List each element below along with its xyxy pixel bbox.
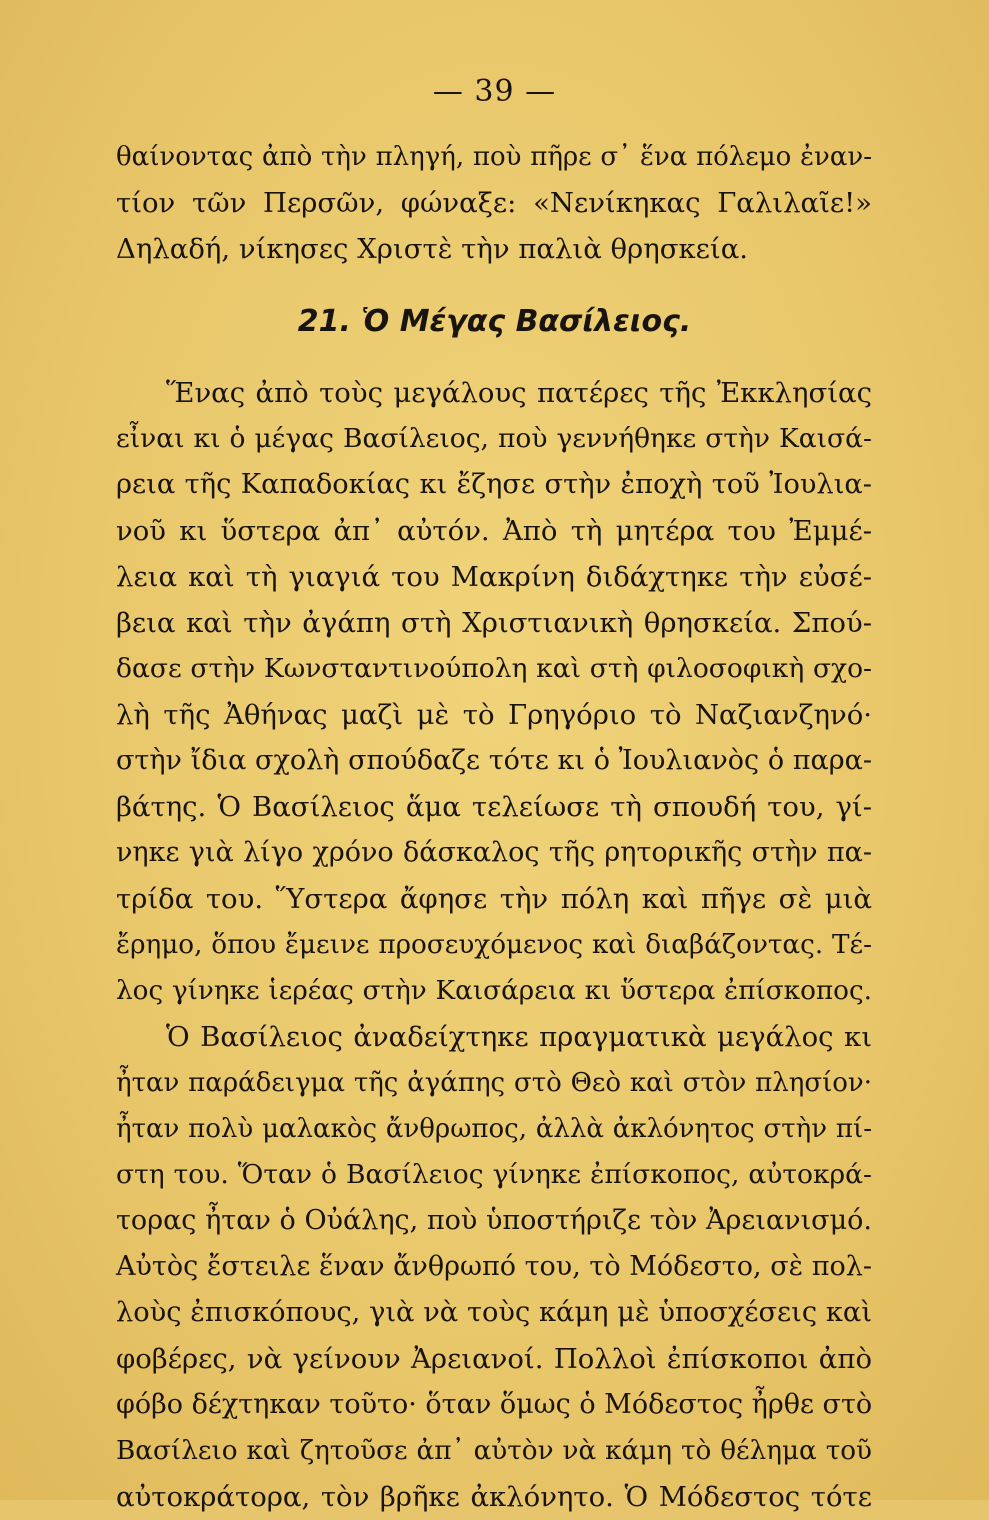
text-line: λος γίνηκε ἱερέας στὴν Καισάρεια κι ὕστερα ἐπίσκοπος. (116, 976, 872, 1006)
text-line: ἔρημο, ὅπου ἔμεινε προσευχόμενος καὶ διαβάζοντας. Τέ- (116, 930, 872, 960)
text-line: Ὁ Βασίλειος ἀναδείχτηκε πραγματικὰ μεγάλος κι (166, 1021, 872, 1053)
text-line: νοῦ κι ὕστερα ἀπ᾿ αὐτόν. Ἀπὸ τὴ μητέρα του Ἐμμέ- (116, 515, 872, 547)
text-line: τορας ἦταν ὁ Οὐάλης, ποὺ ὑποστήριζε τὸν Ἀρειανισμό. (116, 1205, 872, 1236)
text-line: νηκε γιὰ λίγο χρόνο δάσκαλος τῆς ρητορικῆς στὴν πα- (116, 837, 872, 868)
text-line: εἶναι κι ὁ μέγας Βασίλειος, ποὺ γεννήθηκε στὴν Καισά- (116, 423, 872, 454)
section-heading: 21. Ὁ Μέγας Βασίλειος. (297, 304, 692, 339)
text-line: βάτης. Ὁ Βασίλειος ἅμα τελείωσε τὴ σπουδή του, γί- (116, 791, 872, 823)
text-line: λεια καὶ τὴ γιαγιά του Μακρίνη διδάχτηκε τὴν εὐσέ- (116, 561, 872, 593)
text-line: φοβέρες, νὰ γείνουν Ἀρειανοί. Πολλοὶ ἐπίσκοποι ἀπὸ (116, 1343, 872, 1375)
text-line: Δηλαδή, νίκησες Χριστὲ τὴν παλιὰ θρησκεία. (116, 233, 749, 265)
intro-paragraph (116, 134, 872, 272)
text-line: λοὺς ἐπισκόπους, γιὰ νὰ τοὺς κάμη μὲ ὑποσχέσεις καὶ (116, 1297, 872, 1328)
text-line: τρίδα του. Ὕστερα ἄφησε τὴν πόλη καὶ πῆγε σὲ μιὰ (116, 883, 872, 915)
text-line: Βασίλειο καὶ ζητοῦσε ἀπ᾿ αὐτὸν νὰ κάμη τὸ θέλημα τοῦ (116, 1436, 872, 1466)
body-paragraphs (116, 370, 872, 1520)
text-line: ἦταν πολὺ μαλακὸς ἄνθρωπος, ἀλλὰ ἀκλόνητος στὴν πί- (116, 1114, 872, 1144)
text-line: αὐτοκράτορα, τὸν βρῆκε ἀκλόνητο. Ὁ Μόδεστος τότε (116, 1481, 872, 1513)
text-line: στὴν ἴδια σχολὴ σπούδαζε τότε κι ὁ Ἰουλιανὸς ὁ παρα- (116, 745, 872, 776)
text-line: λὴ τῆς Ἀθήνας μαζὶ μὲ τὸ Γρηγόριο τὸ Ναζιανζηνό· (116, 699, 872, 731)
text-line: Ἕνας ἀπὸ τοὺς μεγάλους πατέρες τῆς Ἐκκλησίας (166, 377, 872, 409)
text-line: ρεια τῆς Καπαδοκίας κι ἔζησε στὴν ἐποχὴ τοῦ Ἰουλια- (116, 469, 872, 500)
text-line: ἦταν παράδειγμα τῆς ἀγάπης στὸ Θεὸ καὶ στὸν πλησίον· (116, 1068, 872, 1098)
text-line: στη του. Ὅταν ὁ Βασίλειος γίνηκε ἐπίσκοπος, αὐτοκρά- (116, 1159, 872, 1190)
text-line: δασε στὴν Κωνσταντινούπολη καὶ στὴ φιλοσοφικὴ σχο- (116, 653, 872, 684)
text-line: τίον τῶν Περσῶν, φώναξε: «Νενίκηκας Γαλιλαῖε!» (116, 187, 872, 219)
page-number: — 39 — (432, 74, 557, 109)
text-line: βεια καὶ τὴν ἀγάπη στὴ Χριστιανικὴ θρησκεία. Σπού- (116, 607, 872, 639)
text-line: θαίνοντας ἀπὸ τὴν πληγή, ποὺ πῆρε σ᾿ ἕνα πόλεμο ἐναν- (116, 142, 872, 172)
text-line: φόβο δέχτηκαν τοῦτο· ὅταν ὅμως ὁ Μόδεστος ἦρθε στὸ (116, 1389, 873, 1420)
text-line: Αὐτὸς ἔστειλε ἕναν ἄνθρωπό του, τὸ Μόδεστο, σὲ πολ- (116, 1251, 872, 1282)
